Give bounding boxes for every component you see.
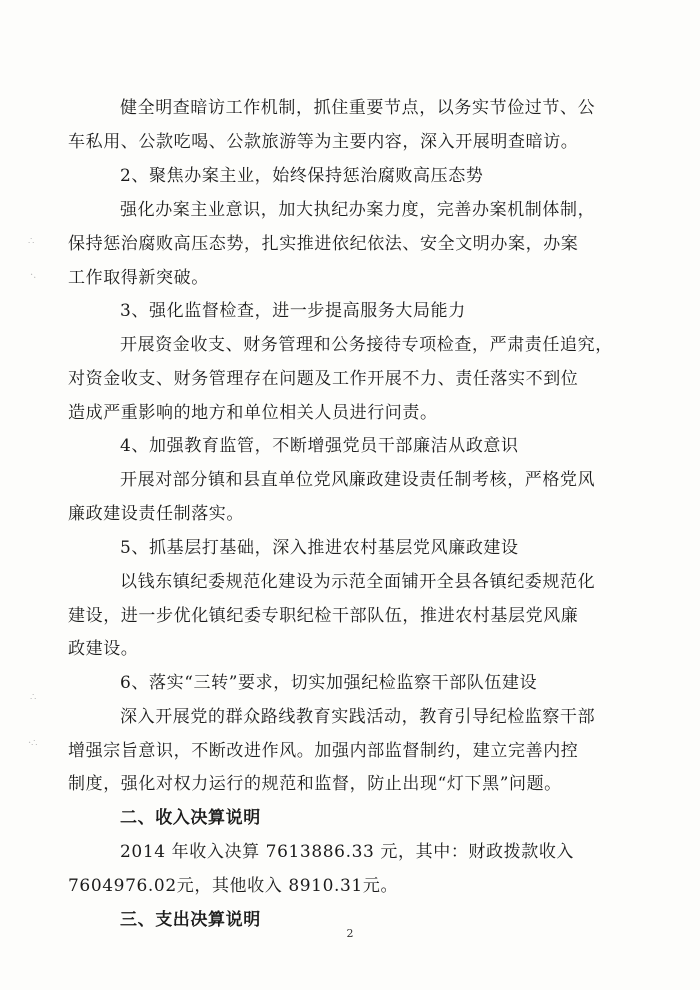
- scan-speck: ·∴: [28, 738, 38, 749]
- paragraph-line: 开展对部分镇和县直单位党风廉政建设责任制考核，严格党风: [120, 470, 596, 490]
- paragraph-line: 制度，强化对权力运行的规范和监督，防止出现“灯下黑”问题。: [68, 774, 562, 794]
- paragraph-line: 政建设。: [68, 639, 139, 659]
- paragraph-line: 廉政建设责任制落实。: [68, 504, 244, 524]
- paragraph-line: 7604976.02元，其他收入 8910.31元。: [68, 876, 399, 896]
- section-heading: 二、收入决算说明: [120, 808, 261, 828]
- paragraph-line: 造成严重影响的地方和单位相关人员进行问责。: [68, 403, 438, 423]
- paragraph-line: 对资金收支、财务管理存在问题及工作开展不力、责任落实不到位: [68, 369, 579, 389]
- paragraph-line: 建设，进一步优化镇纪委专职纪检干部队伍，推进农村基层党风廉: [68, 606, 579, 626]
- paragraph-line: 保持惩治腐败高压态势，扎实推进依纪依法、安全文明办案，办案: [68, 234, 579, 254]
- paragraph-line: 增强宗旨意识，不断改进作风。加强内部监督制约，建立完善内控: [68, 741, 579, 761]
- paragraph-line: 强化办案主业意识，加大执纪办案力度，完善办案机制体制，: [120, 200, 596, 220]
- subsection-heading: 5、抓基层打基础，深入推进农村基层党风廉政建设: [120, 538, 519, 558]
- paragraph-line: 2014 年收入决算 7613886.33 元，其中：财政拨款收入: [120, 842, 575, 862]
- paragraph-line: 车私用、公款吃喝、公款旅游等为主要内容，深入开展明查暗访。: [68, 132, 579, 152]
- subsection-heading: 4、加强教育监管，不断增强党员干部廉洁从政意识: [120, 436, 519, 456]
- paragraph-line: 开展资金收支、财务管理和公务接待专项检查，严肃责任追究，: [120, 335, 613, 355]
- scan-speck: ·.: [30, 270, 37, 281]
- scan-speck: ∴: [28, 236, 35, 247]
- paragraph-line: 健全明查暗访工作机制，抓住重要节点，以务实节俭过节、公: [120, 98, 596, 118]
- paragraph-line: 工作取得新突破。: [68, 268, 209, 288]
- section-heading: 三、支出决算说明: [120, 910, 261, 930]
- page-number: 2: [346, 927, 354, 940]
- subsection-heading: 3、强化监督检查，进一步提高服务大局能力: [120, 301, 466, 321]
- subsection-heading: 2、聚焦办案主业，始终保持惩治腐败高压态势: [120, 166, 484, 186]
- subsection-heading: 6、落实“三转”要求，切实加强纪检监察干部队伍建设: [120, 673, 538, 693]
- paragraph-line: 深入开展党的群众路线教育实践活动，教育引导纪检监察干部: [120, 707, 596, 727]
- scan-speck: ∴: [30, 692, 37, 703]
- paragraph-line: 以钱东镇纪委规范化建设为示范全面铺开全县各镇纪委规范化: [120, 572, 596, 592]
